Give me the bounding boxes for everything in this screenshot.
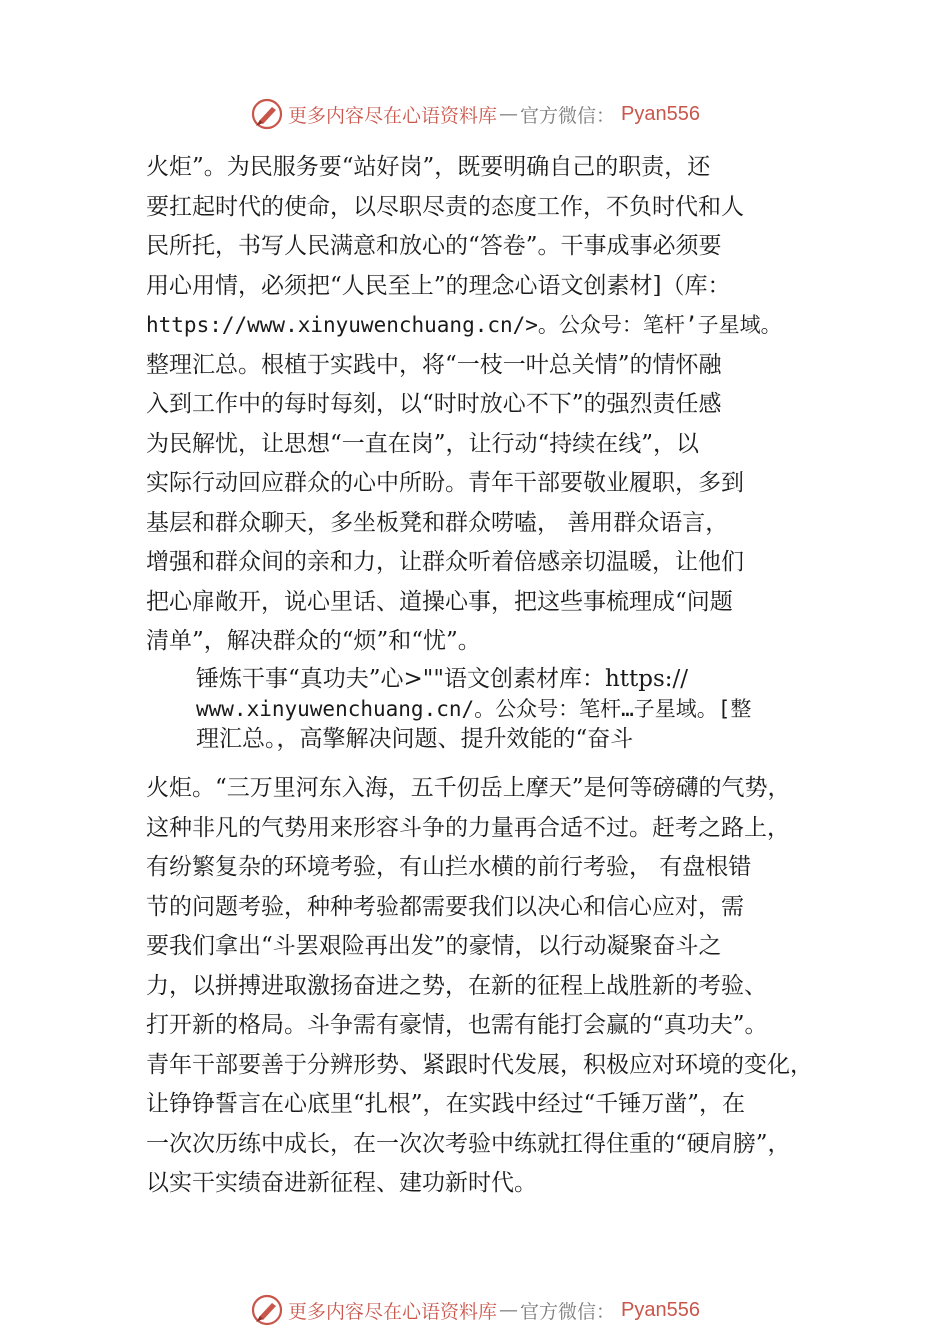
pen-nib-logo-icon <box>250 97 284 131</box>
text-line: 以实干实绩奋进新征程、建功新时代。 <box>146 1170 537 1196</box>
text-line: 锤炼干事“真功夫”心>""语文创素材库：https:// <box>196 666 689 692</box>
text-line: 整理汇总。根植于实践中，将“一枝一叶总关情”的情怀融 <box>146 351 722 378</box>
text-line: 火炬”。为民服务要“站好岗”，既要明确自己的职责，还 <box>146 154 711 180</box>
text-line: 有纷繁复杂的环境考验，有山拦水横的前行考验， 有盘根错 <box>146 854 752 880</box>
footer-dash: — <box>499 1299 519 1321</box>
text-line: 基层和群众聊天，多坐板凳和群众唠嗑， 善用群众语言， <box>146 509 729 536</box>
text-line: 把心扉敞开，说心里话、道操心事，把这些事梳理成“问题 <box>146 588 733 615</box>
text-line: 用心用情，必须把“人民至上”的理念心语文创素材]（库： <box>146 272 731 299</box>
paragraph-3 <box>146 769 836 1204</box>
text-line: 增强和群众间的亲和力，让群众听着倍感亲切温暖，让他们 <box>146 549 744 575</box>
text-line: 力，以拼搏进取激扬奋进之势，在新的征程上战胜新的考验、 <box>146 972 767 999</box>
paragraph-1 <box>146 148 836 662</box>
text-line: 入到工作中的每时每刻，以“时时放心不下”的强烈责任感 <box>146 391 722 417</box>
paragraph-2-heading <box>196 664 836 754</box>
header-banner <box>0 94 950 134</box>
text-line: 这种非凡的气势用来形容斗争的力量再合适不过。赶考之路上， <box>146 814 790 841</box>
pen-nib-logo-icon <box>250 1293 284 1327</box>
text-line: 理汇总。，高擎解决问题、提升效能的“奋斗 <box>196 726 634 752</box>
text-line: 要扛起时代的使命，以尽职尽责的态度工作，不负时代和人 <box>146 193 744 220</box>
text-line-url: https://www.xinyuwenchuang.cn/>。公众号：笔杆’子星域。 <box>146 313 782 337</box>
text-line: 节的问题考验，种种考验都需要我们以决心和信心应对，需 <box>146 893 744 920</box>
footer-banner <box>0 1290 950 1330</box>
text-line: 清单”，解决群众的“烦”和“忧”。 <box>146 628 481 654</box>
text-line: 打开新的格局。斗争需有豪情，也需有能打会赢的“真功夫”。 <box>146 1012 768 1038</box>
footer-official-label: 官方微信： <box>520 1300 616 1323</box>
text-line: 青年干部要善于分辨形势、紧跟时代发展，积极应对环境的变化， <box>146 1051 813 1078</box>
text-line: 让铮铮誓言在心底里“扎根”，在实践中经过“千锤万凿”，在 <box>146 1091 746 1117</box>
header-brand: 更多内容尽在心语资料库 <box>288 104 498 127</box>
text-line-url: www.xinyuwenchuang.cn/。公众号：笔杆…子星域。[整 <box>196 697 752 721</box>
text-line: 为民解忧，让思想“一直在岗”，让行动“持续在线”，以 <box>146 430 700 457</box>
text-line: 民所托，书写人民满意和放心的“答卷”。干事成事必须要 <box>146 233 722 259</box>
text-line: 火炬。“三万里河东入海，五千仞岳上摩天”是何等磅礴的气势， <box>146 775 791 801</box>
header-official-label: 官方微信： <box>520 104 616 127</box>
header-wechat-id: Pyan556 <box>621 102 700 125</box>
footer-brand: 更多内容尽在心语资料库 <box>288 1300 498 1323</box>
text-line: 实际行动回应群众的心中所盼。青年干部要敬业履职，多到 <box>146 470 744 496</box>
footer-wechat-id: Pyan556 <box>621 1298 700 1321</box>
text-line: 一次次历练中成长，在一次次考验中练就扛得住重的“硬肩膀”， <box>146 1130 791 1157</box>
text-line: 要我们拿出“斗罢艰险再出发”的豪情，以行动凝聚奋斗之 <box>146 933 722 959</box>
header-dash: — <box>499 103 519 125</box>
